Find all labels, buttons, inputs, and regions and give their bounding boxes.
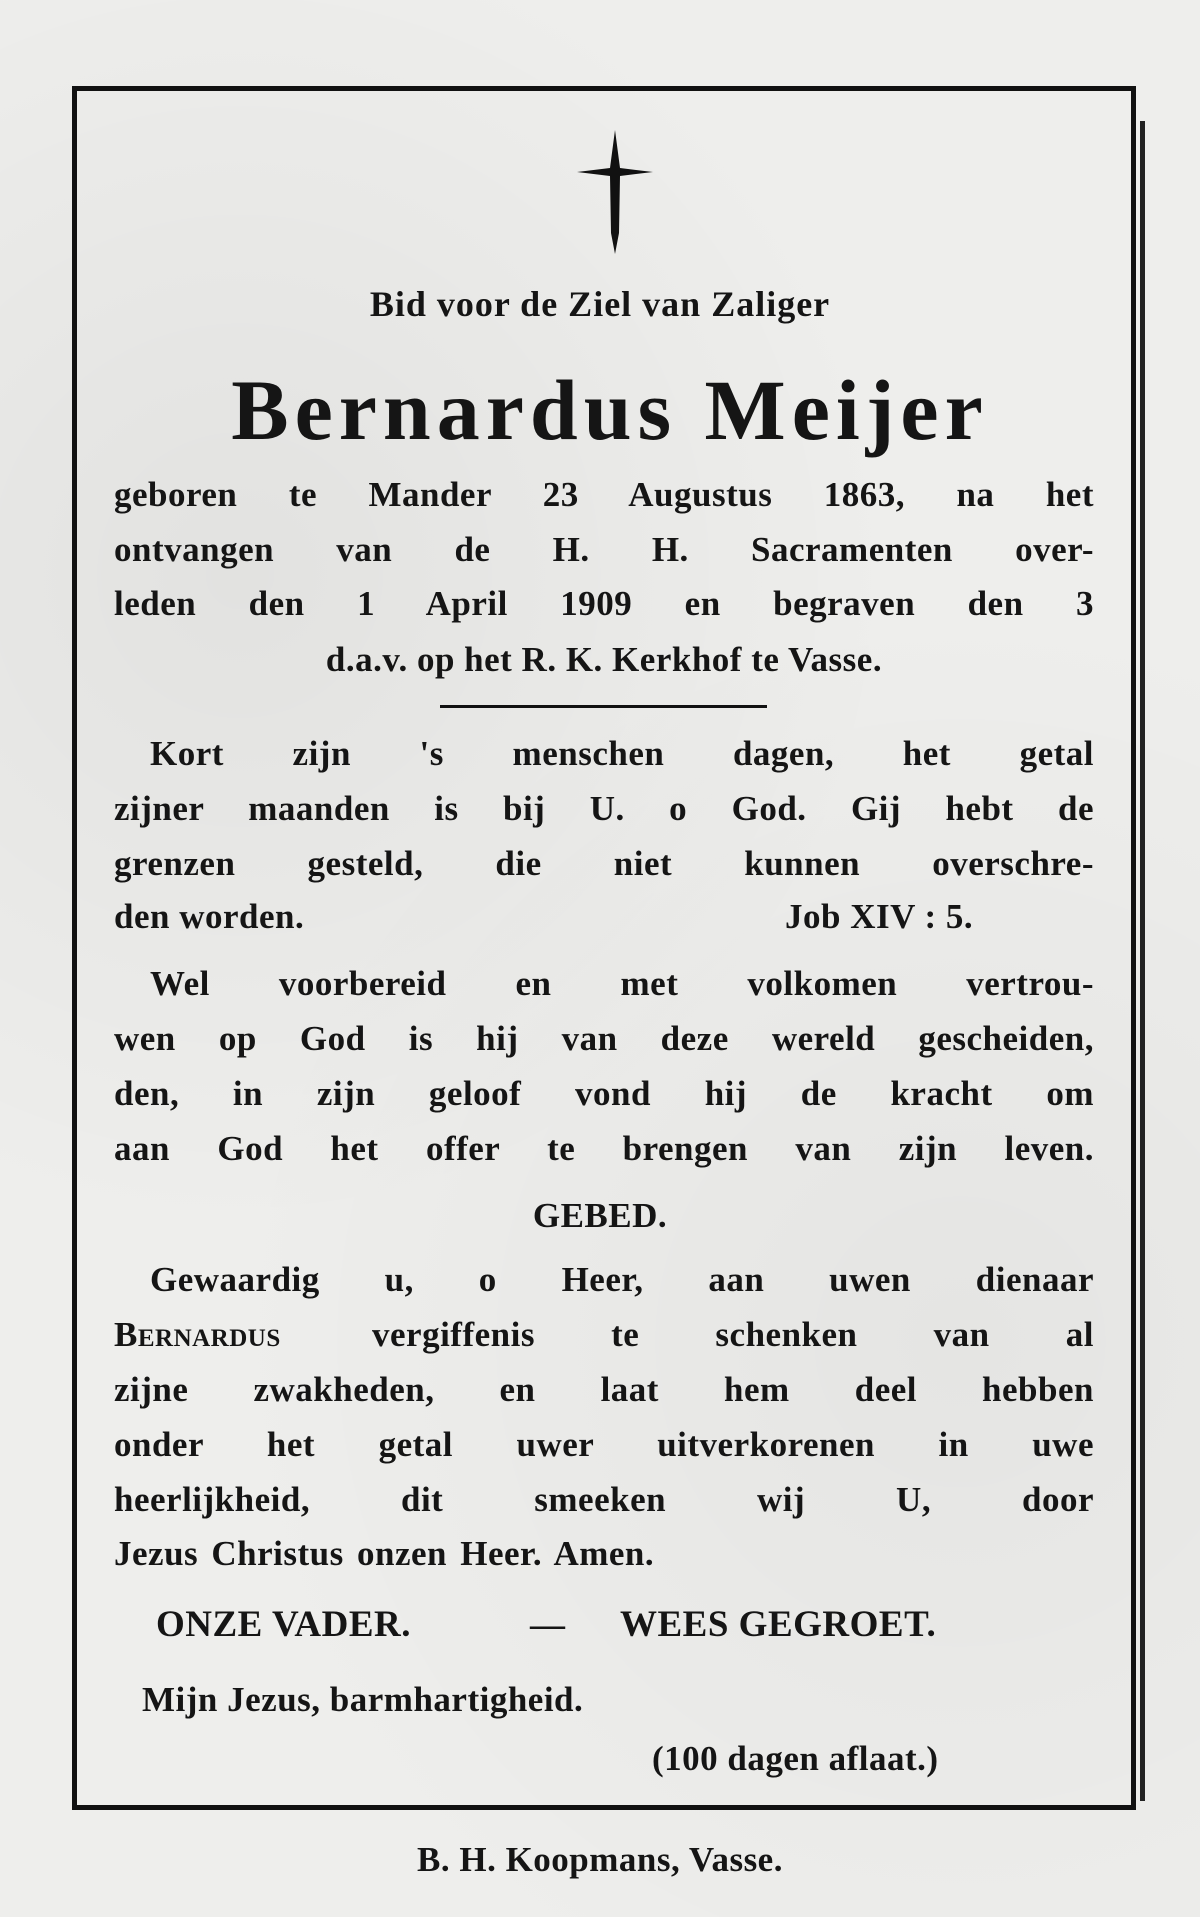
tribute-line: den, in zijn geloof vond hij de kracht om <box>114 1074 1094 1113</box>
tribute-line: wen op God is hij van deze wereld gescheiden, <box>114 1019 1094 1058</box>
tribute-line: aan God het offer te brengen van zijn leven. <box>114 1129 1094 1168</box>
bio-line: geboren te Mander 23 Augustus 1863, na het <box>114 475 1094 514</box>
cross-icon <box>575 128 655 256</box>
intro-line: Bid voor de Ziel van Zaliger <box>369 284 831 324</box>
ejaculation: Mijn Jezus, barmhartigheid. <box>142 1680 584 1719</box>
bio-line: d.a.v. op het R. K. Kerkhof te Vasse. <box>325 640 883 679</box>
tribute-line: Wel voorbereid en met volkomen vertrou- <box>150 964 1094 1003</box>
prayer-name <box>114 1313 281 1357</box>
prayer-line: Gewaardig u, o Heer, aan uwen dienaar <box>150 1260 1094 1299</box>
prayer-line: Jezus Christus onzen Heer. Amen. <box>114 1534 655 1573</box>
scripture-line: Kort zijn 's menschen dagen, het getal <box>150 734 1094 773</box>
prayer-title: GEBED. <box>532 1196 668 1235</box>
prayer-line: zijne zwakheden, en laat hem deel hebben <box>114 1370 1094 1409</box>
scripture-line: den worden. <box>114 897 305 936</box>
indulgence: (100 dagen aflaat.) <box>652 1739 939 1778</box>
closing-dash: — <box>530 1605 566 1644</box>
closing-hail-mary: WEES GEGROET. <box>620 1604 937 1645</box>
scripture-reference: Job XIV : 5. <box>785 897 974 936</box>
prayer-line: onder het getal uwer uitverkorenen in uwe <box>114 1425 1094 1464</box>
prayer-line: heerlijkheid, dit smeeken wij U, door <box>114 1480 1094 1519</box>
bio-line: ontvangen van de H. H. Sacramenten over- <box>114 530 1094 569</box>
scripture-line: grenzen gesteld, die niet kunnen overschre- <box>114 844 1094 883</box>
prayer-line: vergiffenis te schenken van al <box>372 1315 1094 1354</box>
scripture-line: zijner maanden is bij U. o God. Gij hebt de <box>114 789 1094 828</box>
printer-imprint: B. H. Koopmans, Vasse. <box>417 1840 783 1879</box>
prayer-deceased-name: Bernardus <box>114 1315 281 1354</box>
deceased-name: Bernardus Meijer <box>231 362 989 458</box>
closing-our-father: ONZE VADER. <box>156 1604 411 1645</box>
divider <box>440 705 767 708</box>
bio-line: leden den 1 April 1909 en begraven den 3 <box>114 584 1094 623</box>
